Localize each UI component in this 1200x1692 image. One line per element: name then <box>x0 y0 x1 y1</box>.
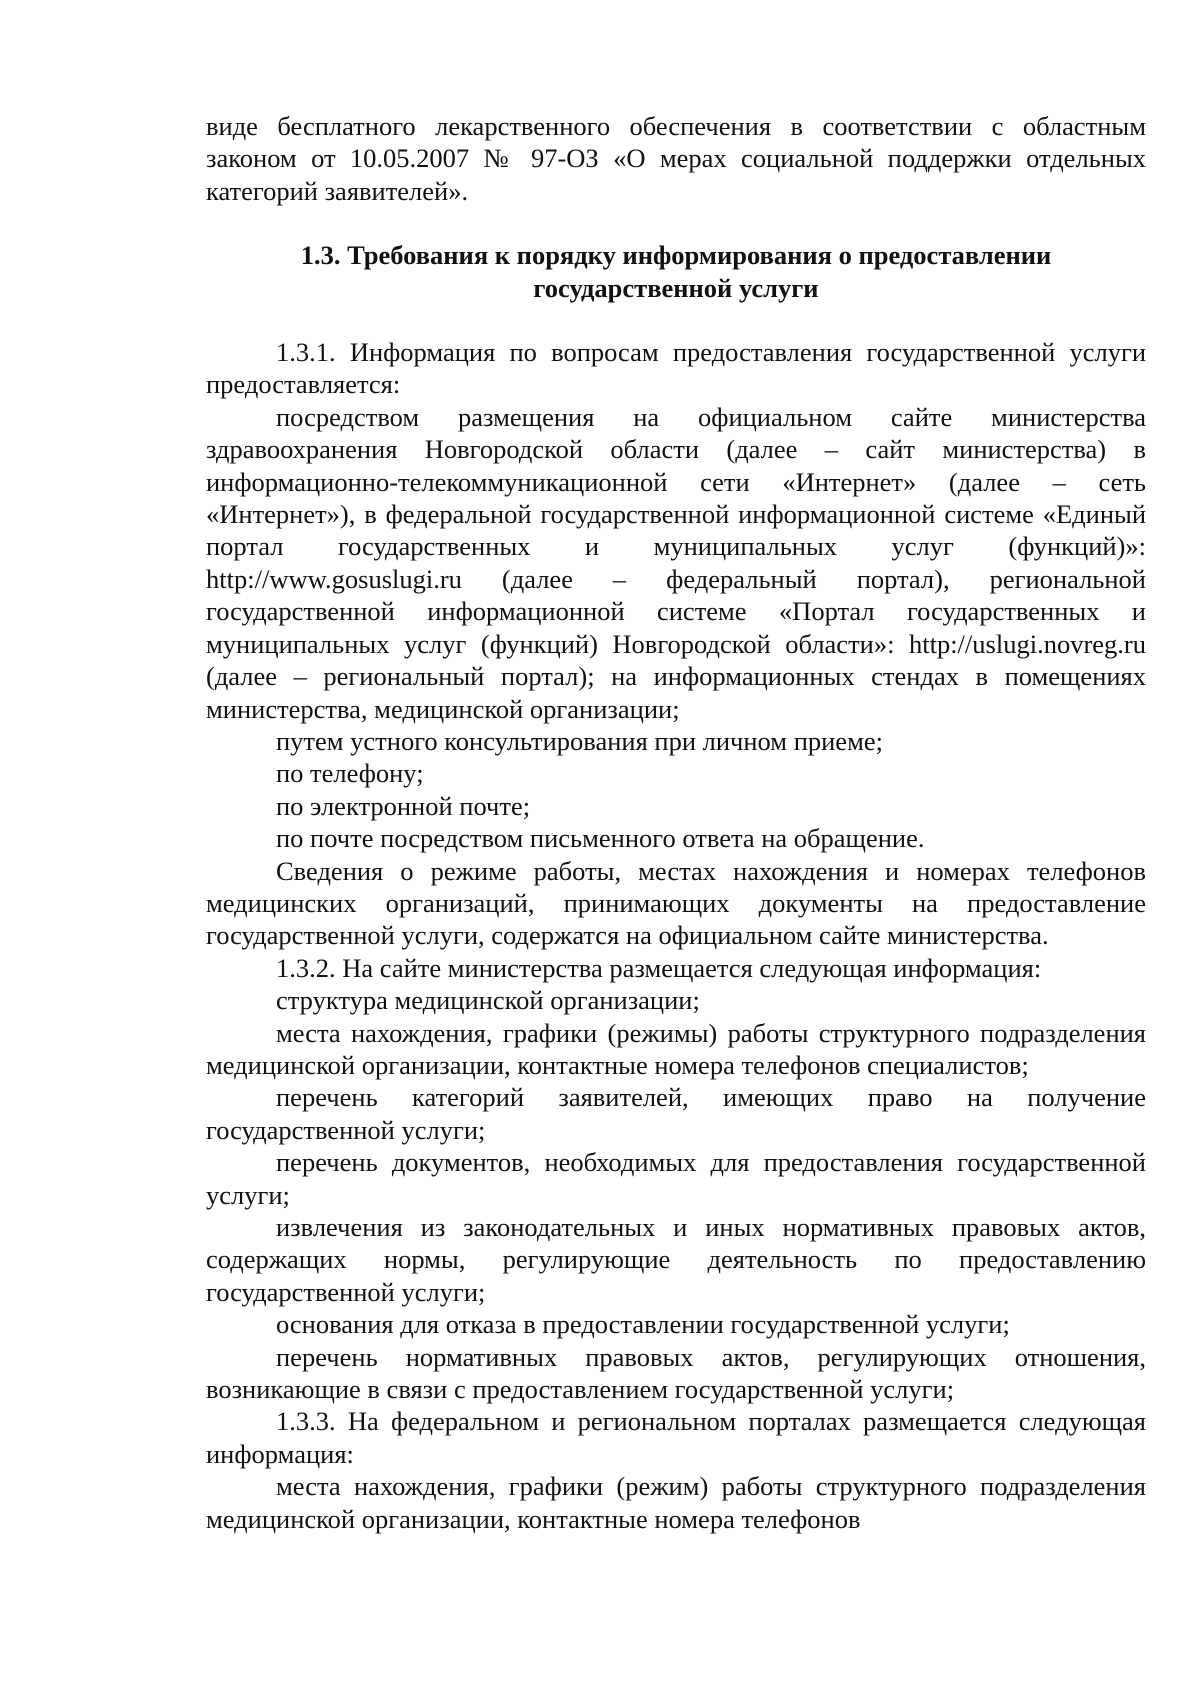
paragraph-1-3-3: 1.3.3. На федеральном и региональном порталах размещается следующая информация: <box>206 1406 1146 1469</box>
paragraph-documents: перечень документов, необходимых для предоставления государственной услуги; <box>206 1147 1146 1210</box>
paragraph-refusal: основания для отказа в предоставлении государственной услуги; <box>276 1309 1010 1340</box>
paragraph-email: по электронной почте; <box>276 790 531 821</box>
paragraph-structure: структура медицинской организации; <box>276 985 700 1016</box>
intro-paragraph: виде бесплатного лекарственного обеспечения в соответствии с областным законом от 10.05.2007 № 97-ОЗ «О мерах социальной поддержки отдельных категорий заявителей». <box>206 111 1146 206</box>
paragraph-locations: места нахождения, графики (режимы) работы структурного подразделения медицинской организации, контактные номера телефонов специалистов; <box>206 1017 1146 1080</box>
paragraph-1-3-1: 1.3.1. Информация по вопросам предоставления государственной услуги предоставляется: <box>206 337 1146 400</box>
paragraph-extracts: извлечения из законодательных и иных нормативных правовых актов, содержащих нормы, регулирующие деятельность по предоставлению государственной услуги; <box>206 1212 1146 1307</box>
paragraph-acts: перечень нормативных правовых актов, регулирующих отношения, возникающие в связи с предоставлением государственной услуги; <box>206 1341 1146 1405</box>
paragraph-phone: по телефону; <box>276 758 424 789</box>
paragraph-mail: по почте посредством письменного ответа на обращение. <box>276 823 925 854</box>
document-page <box>206 110 1146 1535</box>
paragraph-placement: посредством размещения на официальном сайте министерства здравоохранения Новгородской области (далее – сайт министерства) в информационно-телекоммуникационной сети «Интернет» (далее – сеть «Интернет»), в федеральной государственной информационной системе «Единый портал государственных и муниципальных услуг (функций)»: http://www.gosuslugi.ru (далее – федеральный портал), региональной государственной информационной системе «Портал государственных и муниципальных услуг (функций) Новгородской области»: http://uslugi.novreg.ru (далее – региональный портал); на информационных стендах в помещениях министерства, медицинской организации; <box>206 401 1146 724</box>
paragraph-categories: перечень категорий заявителей, имеющих право на получение государственной услуги; <box>206 1082 1146 1145</box>
paragraph-oral: путем устного консультирования при личном приеме; <box>276 725 883 756</box>
heading-line-2: государственной услуги <box>533 272 819 303</box>
section-heading <box>206 239 1146 304</box>
paragraph-locations-2: места нахождения, графики (режим) работы структурного подразделения медицинской организации, контактные номера телефонов <box>206 1471 1146 1534</box>
paragraph-1-3-2: 1.3.2. На сайте министерства размещается следующая информация: <box>276 952 1042 983</box>
paragraph-info: Сведения о режиме работы, местах нахождения и номерах телефонов медицинских организаций, принимающих документы на предоставление государственной услуги, содержатся на официальном сайте министерства. <box>206 855 1146 951</box>
heading-line-1: 1.3. Требования к порядку информирования о предоставлении <box>300 240 1052 271</box>
